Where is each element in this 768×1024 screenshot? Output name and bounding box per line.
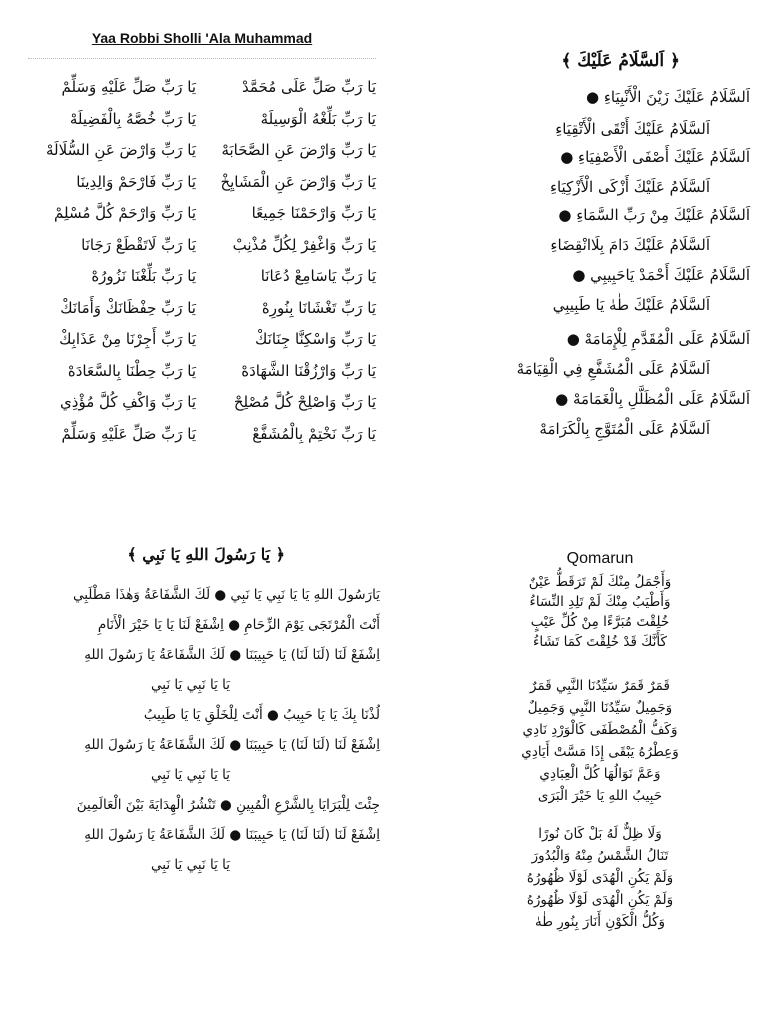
ya-rasulallah-line: يَا يَا نَبِي يَا نَبِي — [151, 767, 230, 783]
qomarun-line: وَلَمْ يَكُنِ الْهُدَى لَوْلَا ظُهُورُهُ — [526, 892, 674, 908]
ya-rasulallah-title: ﴿ يَا رَسُولَ اللهِ يَا نَبِي ﴾ — [127, 545, 285, 564]
verse-second-half: يَا رَبِّ وَاكْفِ كُلَّ مُؤْذِي — [60, 393, 196, 411]
salam-line: اَلسَّلَامُ عَلَى الْمُشَفَّعِ فِي الْقِيَامَهْ — [516, 360, 710, 378]
ya-rasulallah-panel — [28, 545, 380, 895]
title-divider — [28, 58, 376, 59]
verse-first-half: يَا رَبِّ بَلِّغْهُ الْوَسِيلَهْ — [260, 109, 376, 128]
qomarun-line: وَكَفُّ الْمُصْطَفَى كَالْوَرْدِ نَادِي — [522, 722, 678, 738]
verse-second-half: يَا رَبِّ صَلِّ عَلَيْهِ وَسَلِّمْ — [61, 424, 196, 443]
verse-second-half: يَا رَبِّ فَارْحَمْ وَالِدِينَا — [76, 172, 196, 191]
salam-line: اَلسَّلَامُ عَلَيْكَ أَحْمَدْ يَاحَبِيبِي ● — [572, 266, 750, 284]
verse-second-half: يَا رَبِّ حِفْظَانَكْ وَأَمَانَكْ — [60, 298, 196, 317]
ya-rasulallah-line: اِشْفَعْ لَنَا (لَنَا لَنَا) يَا حَبِيبَنَا ● لَكَ الشَّفَاعَةُ يَا رَسُولَ اللهِ — [84, 827, 380, 843]
qomarun-line: وَجَمِيلٌ سَيِّدُنَا النَّبِي وَجَمِيلٌ — [527, 700, 673, 716]
ya-rasulallah-line: جِئْتَ لِلْبَرَايَا بِالشَّرْعِ الْمُبِينِ ● تَنْشُرُ الْهِدَايَةَ بَيْنَ الْعَالَمِينَ — [76, 797, 380, 813]
salam-line: اَلسَّلَامُ عَلَيْكَ أَصْفَى الْأَصْفِيَاءِ ● — [560, 148, 750, 166]
ya-rasulallah-line: يَا يَا نَبِي يَا نَبِي — [151, 857, 230, 873]
salam-line: اَلسَّلَامُ عَلَيْكَ زَيْنَ الْأَنْبِيَاءِ ● — [585, 88, 750, 106]
verse-first-half: يَا رَبِّ نَخْتِمْ بِالْمُشَفَّعْ — [252, 424, 376, 443]
verse-first-half: يَا رَبِّ وَارْضَ عَنِ الصَّحَابَهْ — [221, 141, 376, 159]
salam-line: اَلسَّلَامُ عَلَيْكَ أَتْقَى الْأَتْقِيَاءِ — [555, 120, 710, 138]
verse-row — [28, 263, 376, 295]
verse-second-half: يَا رَبِّ صَلِّ عَلَيْهِ وَسَلِّمْ — [61, 78, 196, 96]
verse-row — [28, 137, 376, 169]
verse-row — [28, 421, 376, 453]
verse-row — [28, 74, 376, 106]
verse-first-half: يَا رَبِّ وَاصْلِحْ كُلَّ مُصْلِحْ — [233, 393, 376, 411]
ya-rasulallah-line: لُذْنَا بِكَ يَا يَا حَبِيبُ ● أَنْتَ لِلْخَلْقِ يَا يَا طَبِيبُ — [143, 707, 380, 723]
verse-row — [28, 295, 376, 327]
qomarun-line: قَمَرٌ قَمَرٌ سَيِّدُنَا النَّبِي قَمَرٌ — [530, 678, 670, 694]
verse-first-half: يَا رَبِّ وَارْزُقْنَا الشَّهَادَهْ — [241, 361, 376, 380]
qomarun-title: Qomarun — [566, 550, 634, 567]
ya-rasulallah-line: اِشْفَعْ لَنَا (لَنَا لَنَا) يَا حَبِيبَنَا ● لَكَ الشَّفَاعَةُ يَا رَسُولَ اللهِ — [84, 647, 380, 663]
qomarun-line: وَأَجْمَلُ مِنْكَ لَمْ تَرَقَطُّ عَيْنٌ — [528, 574, 672, 590]
verse-row — [28, 106, 376, 138]
ya-rasulallah-line: يَا يَا نَبِي يَا نَبِي — [151, 677, 230, 693]
salam-line: اَلسَّلَامُ عَلَيْكَ طٰهٰ يَا طَبِيبِي — [552, 296, 710, 314]
verse-first-half: يَا رَبِّ يَاسَامِعْ دُعَانَا — [260, 267, 376, 285]
yaa-robbi-title: Yaa Robbi Sholli 'Ala Muhammad — [91, 30, 313, 46]
qomarun-line: وَأَطْيَبُ مِنْكَ لَمْ تَلِدِ النِّسَاءُ — [529, 594, 671, 610]
verse-second-half: يَا رَبِّ لَاتَقْطَعْ رَجَانَا — [81, 235, 196, 254]
ya-rasulallah-line: يَارَسُولَ اللهِ يَا يَا نَبِي يَا نَبِي ● لَكَ الشَّفَاعَةُ وَهٰذَا مَطْلَبِي — [72, 587, 380, 603]
verse-row — [28, 326, 376, 358]
verse-first-half: يَا رَبِّ صَلِّ عَلَى مُحَمَّدْ — [242, 78, 376, 96]
yaa-robbi-panel — [28, 24, 376, 454]
qomarun-line: كَأَنَّكَ قَدْ خُلِقْتَ كَمَا تَشَاءُ — [533, 634, 667, 650]
ya-rasulallah-line: أَنْتَ الْمُرْتَجَى يَوْمَ الزِّحَامِ ● اِشْفَعْ لَنَا يَا يَا خَيْرَ الْأَنَامِ — [97, 617, 380, 633]
qomarun-line: وَعَمَّ نَوَالُهَا كُلَّ الْعِبَادِي — [539, 766, 661, 782]
verse-second-half: يَا رَبِّ حِطْنَا بِالسَّعَادَهْ — [67, 361, 196, 380]
yaa-robbi-verses — [28, 74, 376, 452]
qomarun-line: وَلَمْ يَكُنِ الْهُدَى لَوْلَا ظُهُورُهُ — [526, 870, 674, 886]
salam-line: اَلسَّلَامُ عَلَى الْمُقَدَّمِ لِلْإِمَامَهْ ● — [566, 330, 750, 348]
verse-first-half: يَا رَبِّ وَاغْفِرْ لِكُلِّ مُذْنِبْ — [232, 235, 376, 254]
verse-second-half: يَا رَبِّ خُصَّهُ بِالْفَضِيلَهْ — [69, 109, 196, 128]
salam-title: ﴿ اَلسَّلَامُ عَلَيْكَ ﴾ — [561, 51, 680, 71]
qomarun-line: خُلِقْتَ مُبَرَّءًا مِنْ كُلِّ عَيْبٍ — [530, 614, 670, 630]
qomarun-panel — [480, 550, 720, 950]
verse-second-half: يَا رَبِّ بَلِّغْنَا نَزُورُهْ — [91, 267, 196, 285]
verse-row — [28, 232, 376, 264]
verse-first-half: يَا رَبِّ وَاسْكِنَّا جِنَانَكْ — [255, 330, 376, 348]
verse-row — [28, 389, 376, 421]
verse-second-half: يَا رَبِّ أَجِرْنَا مِنْ عَذَابِكْ — [59, 330, 196, 348]
qomarun-line: وَعِطْرُهُ يَبْقَى إِذَا مَسَّتْ أَيَادِي — [521, 744, 679, 760]
verse-first-half: يَا رَبِّ وَارْحَمْنَا جَمِيعًا — [251, 204, 376, 222]
verse-second-half: يَا رَبِّ وَارْحَمْ كُلَّ مُسْلِمْ — [54, 204, 196, 222]
qomarun-line: تَنَالُ الشَّمْسُ مِنْهُ وَالْبُدُورَ — [531, 848, 669, 864]
qomarun-line: وَلَا ظِلٌّ لَهُ بَلْ كَانَ نُورًا — [538, 826, 662, 842]
verse-row — [28, 169, 376, 201]
salam-line: اَلسَّلَامُ عَلَى الْمُتَوَّجِ بِالْكَرَامَهْ — [539, 420, 710, 438]
salam-line: اَلسَّلَامُ عَلَيْكَ مِنْ رَبِّ السَّمَاءِ ● — [558, 206, 750, 224]
verse-first-half: يَا رَبِّ وَارْضَ عَنِ الْمَشَايِخْ — [220, 172, 376, 191]
salam-panel — [404, 50, 750, 460]
qomarun-line: حَبِيبُ اللهِ يَا خَيْرَ الْبَرَى — [537, 788, 663, 804]
ya-rasulallah-line: اِشْفَعْ لَنَا (لَنَا لَنَا) يَا حَبِيبَنَا ● لَكَ الشَّفَاعَةُ يَا رَسُولَ اللهِ — [84, 737, 380, 753]
verse-first-half: يَا رَبِّ تَغْشَانَا بِنُورِهْ — [261, 298, 376, 317]
verse-row — [28, 200, 376, 232]
salam-line: اَلسَّلَامُ عَلَيْكَ أَزْكَى الْأَزْكِيَاءِ — [549, 178, 710, 196]
salam-line: اَلسَّلَامُ عَلَيْكَ دَامَ بِلَاانْقِضَاءِ — [550, 236, 710, 254]
qomarun-line: وَكُلُّ الْكَوْنِ أَنَارَ بِنُورِ طٰهٰ — [535, 914, 665, 930]
verse-second-half: يَا رَبِّ وَارْضَ عَنِ السُّلَالَهْ — [45, 141, 196, 159]
salam-line: اَلسَّلَامُ عَلَى الْمُظَلَّلِ بِالْغَمَامَهْ ● — [555, 390, 750, 408]
verse-row — [28, 358, 376, 390]
